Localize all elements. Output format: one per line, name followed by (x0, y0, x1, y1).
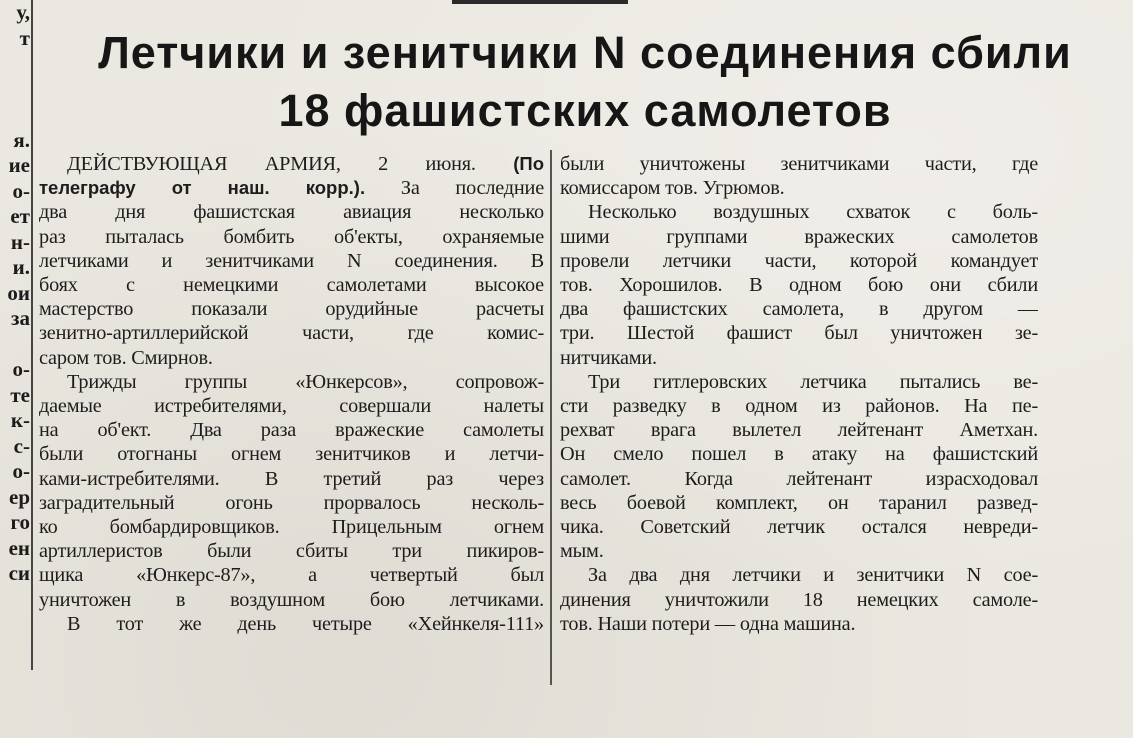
headline-line-1: Летчики и зенитчики N соединения сбили (98, 27, 1072, 78)
text-line: на об'ект. Два раза вражеские самолеты (39, 419, 544, 442)
article-column-1 (39, 152, 544, 636)
fragment-line: си (8, 561, 30, 585)
text-line: были отогнаны огнем зенитчиков и летчи- (39, 443, 544, 466)
text-line: артиллеристов были сбиты три пикиров- (39, 540, 544, 563)
text-line: три. Шестой фашист был уничтожен зе- (560, 322, 1038, 345)
text-line: ко бомбардировщиков. Прицельным огнем (39, 516, 544, 539)
text-line: Несколько воздушных схваток с боль- (588, 201, 1038, 224)
fragment-line (0, 77, 30, 103)
fragment-line: ие (8, 153, 30, 177)
column-divider (550, 150, 552, 685)
text-line: нитчиками. (560, 346, 657, 369)
text-line: заградительный огонь прорвалось несколь- (39, 491, 544, 514)
headline (40, 24, 1130, 140)
text-line: шими группами вражеских самолетов (560, 225, 1038, 248)
fragment-line (0, 51, 30, 77)
text-line: За два дня летчики и зенитчики N сое- (588, 564, 1038, 587)
text-line-start: За последние (400, 177, 544, 200)
fragment-line: о- (12, 459, 30, 483)
source-credit-open: (По (513, 153, 544, 174)
fragment-line: с- (13, 433, 30, 458)
text-line: два фашистских самолета, в другом — (560, 298, 1038, 321)
fragment-line: ет (10, 204, 30, 228)
text-line: чика. Советский летчик остался невреди- (560, 516, 1038, 539)
fragment-line: ен (8, 535, 30, 560)
source-credit: телеграфу от наш. корр.). (39, 177, 366, 199)
text-line: Три гитлеровских летчика пытались ве- (588, 370, 1038, 393)
text-line: тов. Наши потери — одна машина. (560, 612, 856, 635)
text-line: летчиками и зенитчиками N соединения. В (39, 249, 544, 272)
text-line: В тот же день четыре «Хейнкеля-111» (67, 612, 544, 635)
text-line: ками-истребителями. В третий раз через (39, 467, 544, 490)
text-line: зенитно-артиллерийской части, где комис- (39, 322, 544, 345)
text-line: два дня фашистская авиация несколько (39, 201, 544, 224)
text-line: саром тов. Смирнов. (39, 346, 213, 369)
text-line: щика «Юнкерс-87», а четвертый был (39, 564, 544, 587)
text-line: сти разведку в одном из районов. На пе- (560, 395, 1038, 418)
text-line: Трижды группы «Юнкерсов», сопровож- (67, 370, 544, 393)
fragment-line (0, 332, 30, 358)
fragment-line: т (19, 25, 30, 50)
text-line: провели летчики части, которой командует (560, 249, 1038, 272)
fragment-line: те (10, 382, 30, 407)
text-line: весь боевой комплект, он таранил развед- (560, 491, 1038, 514)
dateline-row (39, 152, 544, 176)
column-divider-left (31, 0, 33, 670)
text-line: тов. Хорошилов. В одном бою они сбили (560, 274, 1038, 297)
text-line: самолет. Когда лейтенант израсходовал (560, 467, 1038, 490)
text-line: даемые истребителями, совершали налеты (39, 395, 544, 418)
text-line (39, 176, 544, 200)
fragment-line: к- (10, 408, 30, 432)
text-line: мым. (560, 540, 604, 563)
fragment-line: и. (12, 255, 30, 279)
text-line: Он смело пошел в атаку на фашистский (560, 443, 1038, 466)
fragment-line: за (11, 306, 30, 330)
fragment-line: я. (13, 127, 30, 152)
article-column-2 (560, 152, 1038, 636)
fragment-line: о- (12, 178, 30, 203)
fragment-line: ои (7, 280, 30, 305)
text-line: раз пыталась бомбить об'екты, охраняемые (39, 225, 544, 248)
text-line: были уничтожены зенитчиками части, где (560, 153, 1038, 175)
text-line: рехват врага вылетел лейтенант Аметхан. (560, 419, 1038, 442)
headline-line-2: 18 фашистских самолетов (278, 85, 892, 136)
text-line: комиссаром тов. Угрюмов. (560, 177, 785, 200)
text-line: боях с немецкими самолетами высокое (39, 274, 544, 297)
fragment-line (0, 102, 30, 128)
text-line: мастерство показали орудийные расчеты (39, 298, 544, 321)
text-line: уничтожен в воздушном бою летчиками. (39, 588, 544, 611)
top-rule (452, 0, 628, 4)
adjacent-column-fragment (0, 0, 30, 655)
fragment-line: ер (9, 484, 30, 509)
dateline: ДЕЙСТВУЮЩАЯ АРМИЯ, 2 июня. (67, 153, 476, 175)
fragment-line: у, (16, 0, 30, 24)
fragment-line: о- (12, 357, 30, 381)
text-line: динения уничтожили 18 немецких самоле- (560, 588, 1038, 611)
fragment-line: го (10, 510, 30, 534)
fragment-line: н- (10, 229, 30, 254)
